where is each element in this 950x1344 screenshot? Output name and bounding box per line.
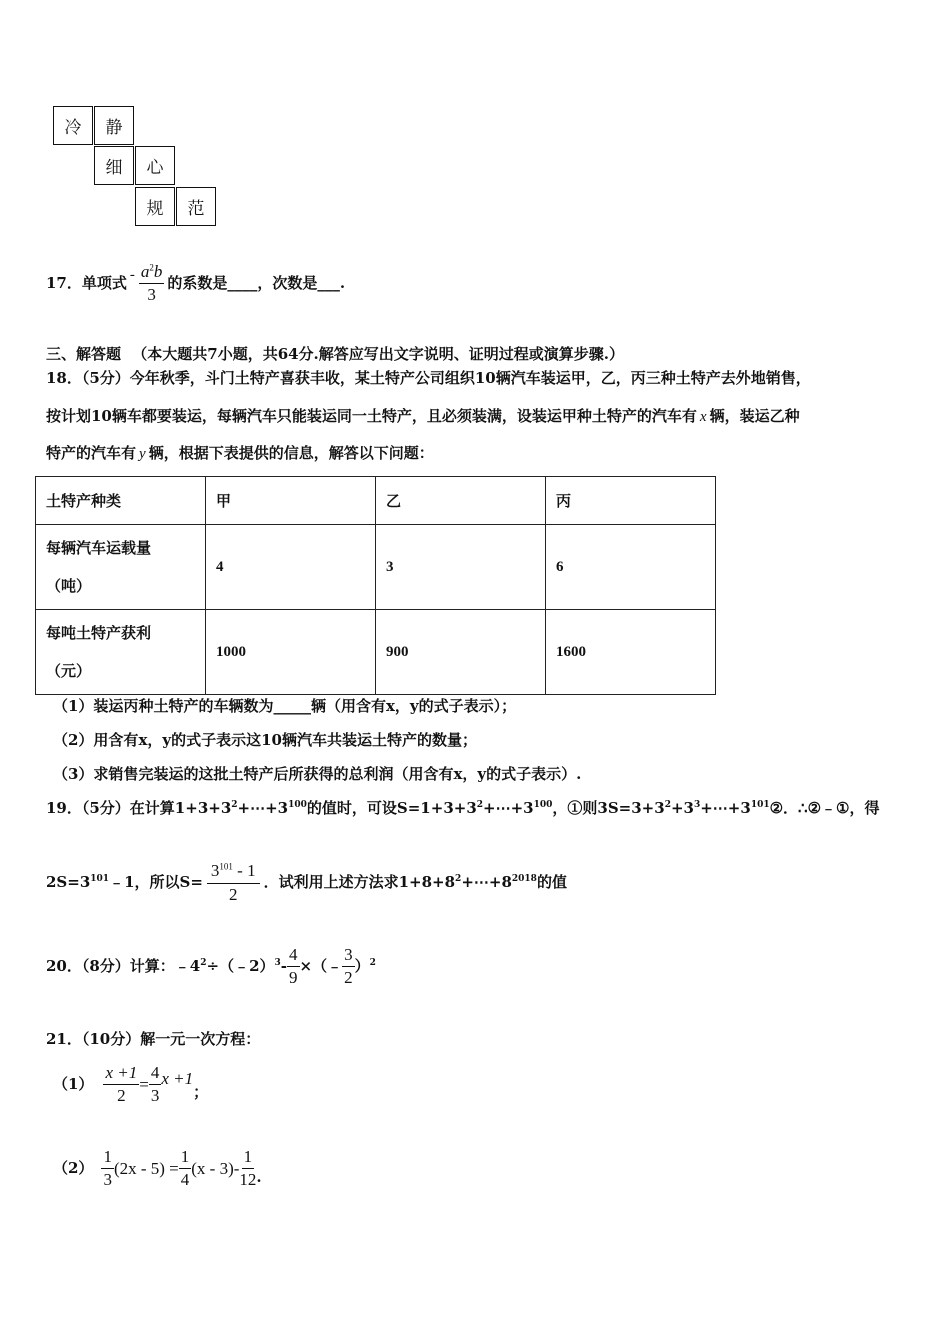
table-cell: 6: [546, 525, 716, 610]
question-17: [46, 263, 345, 304]
table-cell: 1000: [206, 610, 376, 695]
table-cell: 900: [376, 610, 546, 695]
q19-fraction: $\frac{3^{101} - 1}{2}$: [207, 862, 260, 904]
q21-2-fraction-3: $\frac{1}{12}$: [239, 1147, 257, 1189]
q18-sub-3: （3）求销售完装运的这批土特产后所获得的总利润（用含有x，y的式子表示）.: [53, 765, 582, 783]
q21-1-right-fraction: $\frac{4}{3}$: [150, 1063, 160, 1105]
q17-minus: -: [129, 266, 135, 283]
table-header-row: [36, 477, 716, 525]
q21-2-fraction-1: $\frac{1}{3}$: [103, 1147, 112, 1189]
q18-var-x: x: [699, 409, 707, 425]
q19-line-2: $2S=3^{101}﹣1$，所以S= $\frac{3^{101} - 1}{2}$ ．试利用上述方法求$1+8+8^2+\cdots+8^{2018}$的值: [46, 861, 567, 904]
q21-equation-2: （2） $\frac{1}{3}$ (2x - 5) = $\frac{1}{4}$ (x - 3)- $\frac{1}{12}$ .: [53, 1147, 262, 1189]
table-cell: 3: [376, 525, 546, 610]
q17-suffix: 的系数是____，次数是___.: [167, 273, 346, 292]
q17-number: 17．: [46, 273, 82, 292]
section-3-note: （本大题共7小题，共64分.解答应写出文字说明、证明过程或演算步骤.）: [132, 345, 625, 363]
question-20: 20．（8分）计算：$﹣4^2\div(﹣2)^3-$ $\frac{4}{9}$ ×（﹣ $\frac{3}{2}$ ）$^2$: [46, 945, 376, 987]
q18-table: [35, 476, 716, 695]
section-3-heading: [46, 347, 624, 362]
net-cell-2: 静: [94, 106, 134, 145]
table-row-label: 每吨土特产获利 （元）: [36, 610, 206, 695]
table-header-cell: 甲: [206, 477, 376, 525]
q20-fraction-1: $\frac{4}{9}$: [289, 945, 298, 987]
q19-line-1: 19．（5分）在计算$1+3+3^2+\cdots+3^{100}$的值时，可设$S=1+3+3^2+\cdots+3^{100}$，①则$3S=3+3^2+3^3+\cdots+3^{101}②$．∴②﹣①，得: [46, 799, 880, 817]
net-cell-3: 细: [94, 146, 134, 185]
net-cell-6: 范: [176, 187, 216, 226]
q18-line-3: 特产的汽车有 y 辆，根据下表提供的信息，解答以下问题：: [46, 444, 434, 462]
q18-var-y: y: [139, 446, 146, 462]
q18-sub-2: （2）用含有x，y的式子表示这10辆汽车共装运土特产的数量；: [53, 731, 477, 749]
table-cell: 4: [206, 525, 376, 610]
table-header-cell: 丙: [546, 477, 716, 525]
q21-2-fraction-2: $\frac{1}{4}$: [180, 1147, 190, 1189]
table-header-cell: 土特产种类: [36, 477, 206, 525]
q21-1-left-fraction: $\frac{x +1}{2}$: [105, 1063, 138, 1105]
q17-prefix: 单项式: [81, 273, 127, 292]
table-cell: 1600: [546, 610, 716, 695]
q17-fraction: $\frac{a^2b}{3}$: [140, 262, 163, 304]
table-row-label: 每辆汽车运载量 （吨）: [36, 525, 206, 610]
net-cell-1: 冷: [53, 106, 93, 145]
net-cell-5: 规: [135, 187, 175, 226]
table-header-cell: 乙: [376, 477, 546, 525]
net-cell-4: 心: [135, 146, 175, 185]
q18-line-1: 18．（5分）今年秋季，斗门土特产喜获丰收，某土特产公司组织10辆汽车装运甲，乙，丙三种土特产去外地销售，: [46, 369, 811, 387]
section-3-title: 三、解答题: [46, 345, 122, 363]
q21-title: 21．（10分）解一元一次方程：: [46, 1030, 261, 1048]
table-row: [36, 610, 716, 695]
q18-line-2: 按计划10辆车都要装运，每辆汽车只能装运同一土特产，且必须装满，设装运甲种土特产的汽车有 x 辆，装运乙种: [46, 407, 800, 425]
q20-fraction-2: $\frac{3}{2}$: [344, 945, 353, 987]
q18-sub-1: （1）装运丙种土特产的车辆数为_____辆（用含有x，y的式子表示）；: [53, 697, 517, 715]
table-row: [36, 525, 716, 610]
q21-equation-1: （1） $\frac{x +1}{2}$ = $\frac{4}{3}$ x +1 ；: [53, 1063, 209, 1105]
